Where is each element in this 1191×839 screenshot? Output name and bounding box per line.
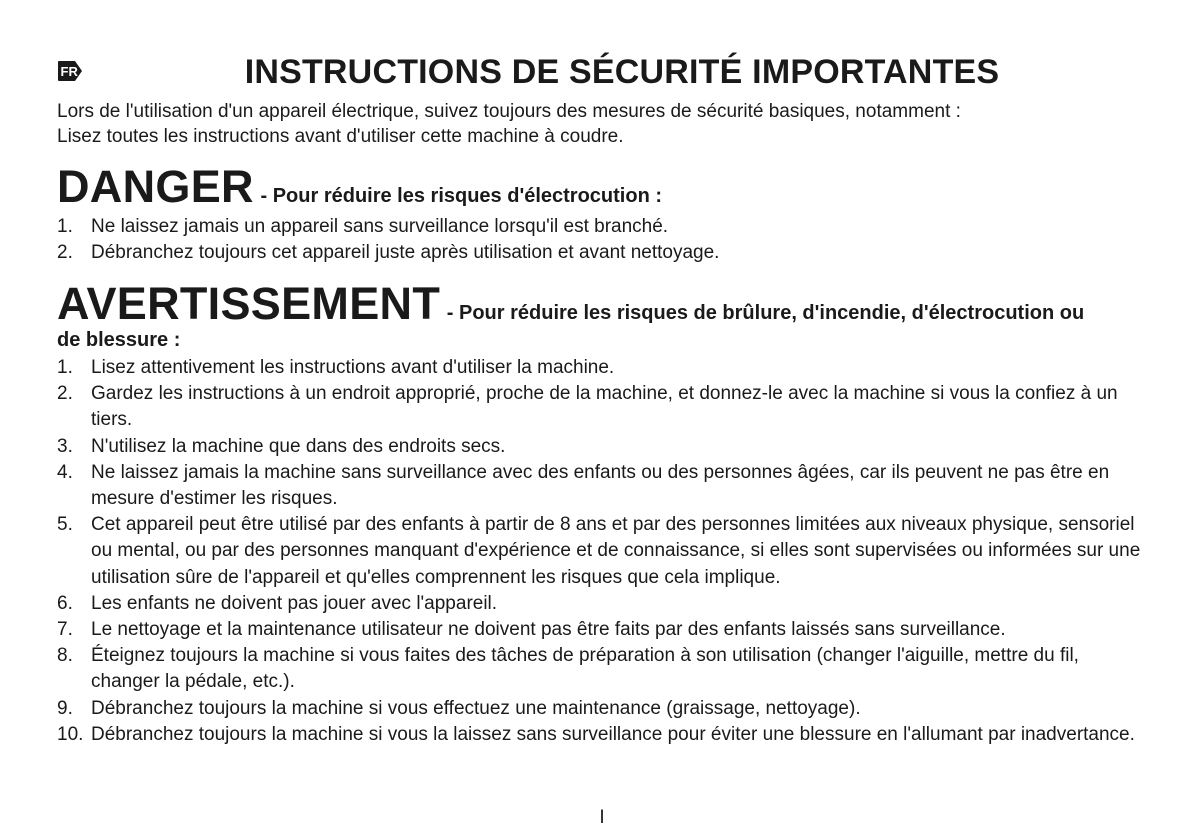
warning-heading [57,278,1084,339]
list-item-text: Débranchez toujours la machine si vous effectuez une maintenance (graissage, nettoyage). [91,697,861,719]
list-item-number: 1. [57,216,73,237]
list-item-number: 2. [57,383,73,405]
intro-line-1: Lors de l'utilisation d'un appareil électrique, suivez toujours des mesures de sécurité basiques, notamment : [57,101,961,122]
warning-list [57,355,1147,748]
list-item-number: 1. [57,357,73,378]
list-item-number: 8. [57,645,73,667]
list-item-text: Lisez attentivement les instructions avant d'utiliser la machine. [91,357,615,378]
list-item [57,591,1147,617]
list-item-number: 6. [57,592,73,614]
list-item-text: Débranchez toujours la machine si vous la laissez sans surveillance pour éviter une blessure en l'allumant par inadvertance. [91,723,1135,745]
danger-subtitle: - Pour réduire les risques d'électrocution : [260,185,662,207]
danger-title: DANGER [57,161,254,212]
list-item-text: Éteignez toujours la machine si vous faites des tâches de préparation à son utilisation (changer l'aiguille, mettre du fil, changer la pédale, etc.). [91,645,1079,693]
danger-list [57,214,1147,266]
list-item-text: Gardez les instructions à un endroit approprié, proche de la machine, et donnez-le avec la machine si vous la confiez à un tiers. [91,383,1118,431]
intro-line-2: Lisez toutes les instructions avant d'utiliser cette machine à coudre. [57,126,624,147]
danger-heading [57,161,662,222]
list-item-number: 3. [57,435,73,457]
list-item-text: Ne laissez jamais la machine sans surveillance avec des enfants ou des personnes âgées, car ils peuvent ne pas être en mesure d'estimer les risques. [91,461,1110,510]
list-item [57,512,1147,591]
list-item [57,214,1147,240]
list-item-text: Les enfants ne doivent pas jouer avec l'appareil. [91,592,498,614]
list-item-number: 2. [57,242,73,264]
list-item [57,617,1147,643]
warning-subtitle: - Pour réduire les risques de brûlure, d'incendie, d'électrocution ou [446,302,1085,324]
list-item-number: 5. [57,514,73,536]
language-badge-label: FR [60,64,78,79]
page-title: INSTRUCTIONS DE SÉCURITÉ IMPORTANTES [244,53,1000,91]
list-item [57,643,1147,695]
page-header [57,52,1157,92]
list-item [57,722,1147,748]
list-item-number: 10. [57,723,84,745]
list-item-text: Le nettoyage et la maintenance utilisateur ne doivent pas être faits par des enfants laissés sans surveillance. [91,619,1006,641]
list-item [57,240,1147,266]
page-number: I [599,807,605,828]
list-item [57,460,1147,512]
list-item [57,355,1147,381]
list-item [57,696,1147,722]
list-item-text: Débranchez toujours cet appareil juste après utilisation et avant nettoyage. [91,242,720,264]
list-item-text: Ne laissez jamais un appareil sans surveillance lorsqu'il est branché. [91,216,669,237]
warning-title: AVERTISSEMENT [57,278,441,329]
list-item-text: N'utilisez la machine que dans des endroits secs. [91,435,506,457]
list-item-number: 4. [57,461,73,483]
list-item-number: 9. [57,697,73,719]
list-item [57,434,1147,460]
list-item-text: Cet appareil peut être utilisé par des enfants à partir de 8 ans et par des personnes limitées aux niveaux physique, sensoriel ou mental, ou par des personnes manquant d'expérience et de connaissance, si elles sont supervisées ou informées sur une utilisation sûre de l'appareil et qu'elles comprennent les risques que cela implique. [91,514,1141,588]
list-item [57,381,1147,433]
intro-paragraph [57,99,1157,149]
warning-subtitle-continued: de blessure : [57,329,181,351]
list-item-number: 7. [57,619,73,641]
